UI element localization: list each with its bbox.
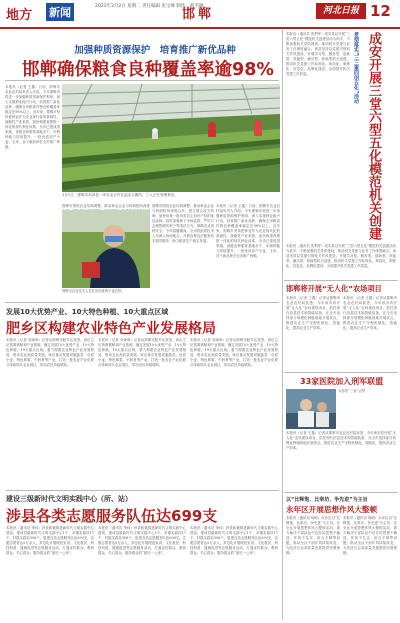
divider — [284, 372, 398, 373]
lead-column-4: 本报讯（记者 王鑫）日前，邯郸市农业农村局负责人介绍，今年邯郸市将进一步加强种质资源保护利用，深入实施种业振兴行动，培育推广新优品种，确保全市粮食作物良种覆盖率稳定在98%以上。近年来，邯郸市坚持把种业作为农业现代化的基础性、战略性产业来抓，加快构建育繁推一体化的现代种业体系。全市已建成国家级、省级良种繁育基地多个，年制种能力持续提升，一批优质高产小麦、玉米、谷子新品种在全市推广种植。 — [216, 204, 280, 258]
yongnian-headline: 永年区开展思想作风大整顿 — [286, 505, 378, 514]
divider — [284, 280, 398, 281]
masthead — [0, 0, 400, 29]
divider — [284, 492, 398, 493]
lead-headline: 邯郸确保粮食良种覆盖率逾98% — [22, 60, 274, 80]
greenhouse-photo — [62, 84, 280, 192]
ag-column-3: 本报讯（记者 刘秉章）记者从邯郸市肥乡区获悉，该区立足资源禀赋和产业基础，确定发展10大优势产业、10大特色种植、10大重点区域，着力构建农业特色产业发展格局，推动农业高质量发展。该区重点发展设施蔬菜、优质小麦、特色林果、中药材等产业，打造一批农业产业化联合体和现代农业园区，带动农民持续增收。 — [190, 338, 278, 367]
volunteer-headline: 涉县各类志愿服务队伍达699支 — [6, 507, 218, 525]
volunteer-column-3: 本报讯（通讯员 李伟）涉县积极推进新时代文明实践中心建设，建成县级新时代文明实践中心1个、乡镇实践所17个、村级实践站308个，组建各类志愿服务队伍699支，注册志愿者达5万余人，常态化开展理论宣讲、文化惠民、科技科普、健康促进等志愿服务活动，打通宣传群众、教育群众、关心群众、服务群众的“最后一公里”。 — [190, 526, 278, 555]
divider — [5, 302, 279, 303]
volunteer-kicker: 建设三级新时代文明实践中心（所、站） — [6, 495, 132, 503]
photo-caption: 3月1日，邯郸市鸡泽县一家农业合作社温室大棚内，工人正在管理种苗。 — [62, 193, 178, 197]
creation-headline: 成安开展三堂六型五化模范机关创建 — [366, 32, 381, 240]
lead-body: 本报讯（记者 王鑫）日前，邯郸市农业农村局负责人介绍，今年邯郸市将进一步加强种质资源保护利用，深入实施种业振兴行动，培育推广新优品种，确保全市粮食作物良种覆盖率稳定在98%以上。近年来，邯郸市坚持把种业作为农业现代化的基础性、战略性产业来抓，加快构建育繁推一体化的现代种业体系。全市已建成国家级、省级良种繁育基地多个，年制种能力持续提升，一批优质高产小麦、玉米、谷子新品种在全市推广种植。 — [5, 85, 60, 149]
divider — [5, 490, 279, 491]
farmer-photo — [62, 210, 150, 288]
hospital-body: 为你的“三省”点赞 — [338, 389, 366, 393]
yongnian-column-1: 本报讯（通讯员 杨明）永年区以“比释饱、比奉坊、争先进”为主旨，在全区开展思想作风大整顿活动，着力解决干部队伍中存在的思想不解放、作风不扎实、担当不够等问题，推动全区干部作风持续转变，为经济社会高质量发展提供坚强保障。 — [286, 516, 340, 555]
section-name: 地方 — [6, 8, 33, 23]
issue-meta: 2021年3月2日 星期二 责任编辑 张宝峰 制作：韩杰刚 — [95, 4, 204, 9]
farm-column-2: 本报讯（记者 王鑫）记者从邯郸市农业农村局获悉，今年该市将开展“无人化”农场建设项目，依托现代信息技术和智能装备，在全市选择部分规模化种植基地开展试点，推进农业生产全程机械化、智能化，提高农业生产效率。 — [343, 296, 397, 330]
newspaper-logo: 河北日报 — [316, 3, 366, 19]
yongnian-column-2: 本报讯（通讯员 杨明）永年区以“比释饱、比奉坊、争先进”为主旨，在全区开展思想作风大整顿活动，着力解决干部队伍中存在的思想不解放、作风不扎实、担当不够等问题，推动全区干部作风持续转变，为经济社会高质量发展提供坚强保障。 — [343, 516, 397, 555]
ag-column-2: 本报讯（记者 刘秉章）记者从邯郸市肥乡区获悉，该区立足资源禀赋和产业基础，确定发展10大优势产业、10大特色种植、10大重点区域，着力构建农业特色产业发展格局，推动农业高质量发展。该区重点发展设施蔬菜、优质小麦、特色林果、中药材等产业，打造一批农业产业化联合体和现代农业园区，带动农民持续增收。 — [98, 338, 186, 367]
volunteer-column-2: 本报讯（通讯员 李伟）涉县积极推进新时代文明实践中心建设，建成县级新时代文明实践中心1个、乡镇实践所17个、村级实践站308个，组建各类志愿服务队伍699支，注册志愿者达5万余人，常态化开展理论宣讲、文化惠民、科技科普、健康促进等志愿服务活动，打通宣传群众、教育群众、关心群众、服务群众的“最后一公里”。 — [98, 526, 186, 555]
farm-column-1: 本报讯（记者 王鑫）记者从邯郸市农业农村局获悉，今年该市将开展“无人化”农场建设项目，依托现代信息技术和智能装备，在全市选择部分规模化种植基地开展试点，推进农业生产全程机械化、智能化，提高农业生产效率。 — [286, 296, 340, 330]
ag-column-1: 本报讯（记者 刘秉章）记者从邯郸市肥乡区获悉，该区立足资源禀赋和产业基础，确定发展10大优势产业、10大特色种植、10大重点区域，着力构建农业特色产业发展格局，推动农业高质量发展。该区重点发展设施蔬菜、优质小麦、特色林果、中药材等产业，打造一批农业产业化联合体和现代农业园区，带动农民持续增收。 — [6, 338, 94, 367]
farm-headline: 邯郸将开展“无人化”农场项目 — [286, 284, 382, 293]
subsection-badge: 新闻 — [46, 3, 74, 21]
photo2-caption: 邯郸市农业技术人员在田间查看小麦长势。 — [62, 289, 125, 293]
yongnian-kicker: 以“比释饱、比奉坊、争先进”为主旨 — [286, 497, 368, 503]
page-number: 12 — [370, 2, 391, 20]
page-city: 邯郸 — [182, 7, 215, 22]
creation-body-cont: 本报讯（通讯员 张利军）成安县以开展“三堂六型五化”模范机关创建活动为抓手，不断加强机关党的建设，推动机关党建与业务工作深度融合。该县坚持以党建引领机关作风建设，开展学习型、服务型、创新型、效能型、廉洁型、和谐型机关创建，推动机关党建工作标准化、规范化、制度化、信息化、品牌化建设，全面提升机关党建工作质量。 — [286, 244, 396, 268]
ag-kicker: 发展10大优势产业、10大特色种植、10大重点区域 — [6, 308, 169, 316]
creation-body: 本报讯（通讯员 张利军）成安县以开展“三堂六型五化”模范机关创建活动为抓手，不断加强机关党的建设，推动机关党建与业务工作深度融合。该县坚持以党建引领机关作风建设，开展学习型、服务型、创新型、效能型、廉洁型、和谐型机关创建，推动机关党建工作标准化、规范化、制度化、信息化、品牌化建设，全面提升机关党建工作质量。 — [286, 32, 350, 76]
divider — [5, 80, 279, 81]
medical-photo — [286, 389, 336, 429]
lead-kicker: 加强种质资源保护 培育推广新优品种 — [74, 45, 236, 56]
volunteer-column-1: 本报讯（通讯员 李伟）涉县积极推进新时代文明实践中心建设，建成县级新时代文明实践中心1个、乡镇实践所17个、村级实践站308个，组建各类志愿服务队伍699支，注册志愿者达5万余人，常态化开展理论宣讲、文化惠民、科技科普、健康促进等志愿服务活动，打通宣传群众、教育群众、关心群众、服务群众的“最后一公里”。 — [6, 526, 94, 555]
column-divider — [282, 30, 283, 620]
hospital-body-cont: 本报讯（记者 王鑫）记者从邯郸市农业农村局获悉，今年该市将开展“无人化”农场建设项目，依托现代信息技术和智能装备，在全市选择部分规模化种植基地开展试点，推进农业生产全程机械化、智能化，提高农业生产效率。 — [286, 431, 396, 450]
hospital-headline: 33家医院加入刑军联盟 — [300, 377, 384, 386]
ag-headline: 肥乡区构建农业特色产业发展格局 — [6, 321, 216, 337]
lead-column-3: 邯郸市围绕农业结构调整，推动种业企业与科研院所深度合作，建立联合攻关机制，加快培育一批具有自主知识产权的优良品种。同时加强种子市场监管，严厉打击制售假劣种子等违法行为，保障农业用种安全。今年春播期间，全市将组织技术人员深入田间地头，开展良种良法配套技术指导服务，助力粮食生产稳定发展。 — [152, 204, 214, 243]
creation-kicker: 贯彻落实“三三重四创五化”活动 — [353, 32, 359, 104]
lead-body-cont: 邯郸市围绕农业结构调整，推动种业企业与科研院所深度 — [62, 204, 150, 208]
